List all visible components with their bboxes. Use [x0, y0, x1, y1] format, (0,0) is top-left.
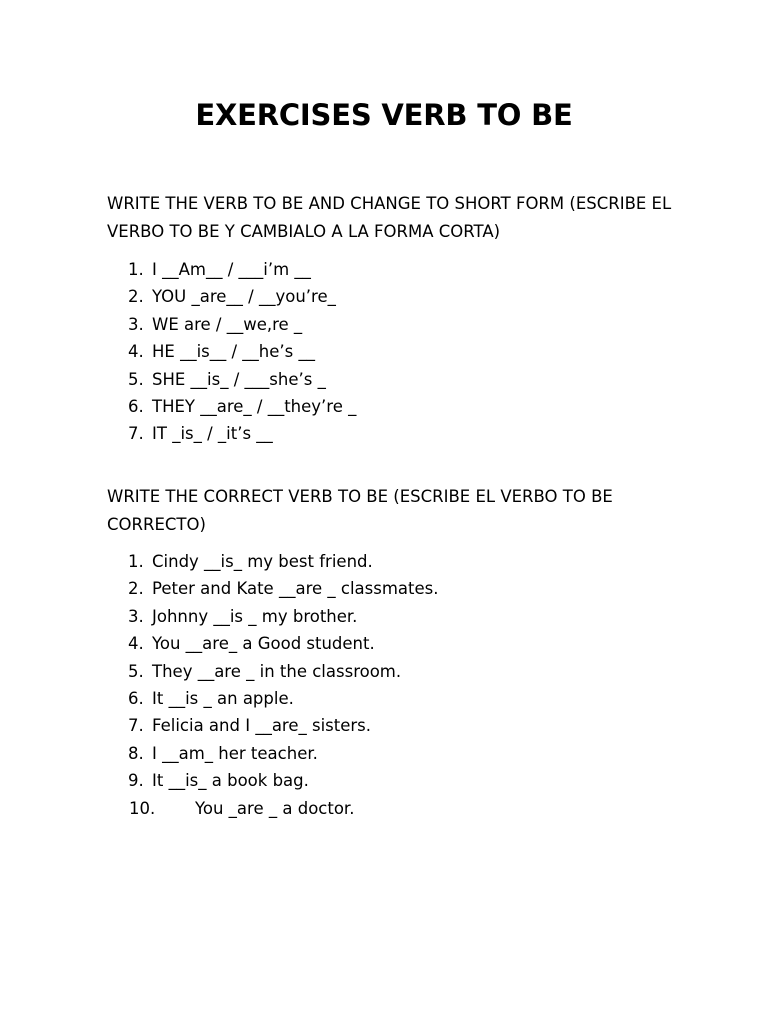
item-number: 7. — [128, 716, 144, 736]
list-item — [107, 548, 667, 575]
item-text: Felicia and I __are_ sisters. — [152, 716, 372, 736]
list-item — [107, 420, 667, 447]
list-item — [107, 740, 667, 767]
section-1-exercise-list — [107, 256, 667, 448]
list-item — [107, 366, 667, 393]
item-number: 1. — [128, 260, 144, 279]
item-number: 6. — [128, 396, 144, 416]
item-text: You __are_ a Good student. — [152, 634, 375, 654]
item-text: They __are _ in the classroom. — [152, 661, 402, 681]
item-text: It __is _ an apple. — [152, 688, 294, 708]
item-text: SHE __is_ / ___she’s _ — [152, 369, 326, 389]
item-number: 7. — [128, 424, 144, 444]
item-text: I __Am__ / ___i’m __ — [152, 260, 311, 279]
item-number: 8. — [128, 743, 144, 763]
section-1-instructions-line-2: VERBO TO BE Y CAMBIALO A LA FORMA CORTA) — [107, 222, 501, 241]
item-number: 3. — [128, 606, 144, 626]
item-text: WE are / __we,re _ — [152, 314, 303, 334]
section-2-instructions — [107, 483, 687, 539]
item-text: HE __is__ / __he’s __ — [152, 342, 316, 362]
list-item — [107, 795, 667, 822]
section-2-instructions-line-1: WRITE THE CORRECT VERB TO BE (ESCRIBE EL VERBO TO BE — [107, 487, 613, 506]
list-item — [107, 767, 667, 794]
item-number: 10. — [129, 798, 156, 818]
list-item — [107, 256, 667, 283]
list-item — [107, 658, 667, 685]
item-text: Cindy __is_ my best friend. — [152, 552, 373, 571]
section-1-instructions-line-1: WRITE THE VERB TO BE AND CHANGE TO SHORT FORM (ESCRIBE EL — [107, 194, 672, 213]
section-2-instructions-line-2: CORRECTO) — [107, 515, 206, 534]
list-item — [107, 630, 667, 657]
item-text: YOU _are__ / __you’re_ — [152, 287, 336, 307]
list-item — [107, 603, 667, 630]
item-text: IT _is_ / _it’s __ — [152, 424, 273, 444]
item-number: 5. — [128, 369, 144, 389]
page-title: EXERCISES VERB TO BE — [195, 98, 573, 132]
section-2-exercise-list — [107, 548, 667, 822]
list-item — [107, 393, 667, 420]
item-number: 2. — [128, 287, 144, 307]
item-text: It __is_ a book bag. — [152, 771, 309, 791]
item-number: 4. — [128, 634, 144, 654]
item-number: 1. — [128, 552, 144, 571]
list-item — [107, 712, 667, 739]
item-text: Peter and Kate __are _ classmates. — [152, 579, 439, 599]
item-number: 4. — [128, 342, 144, 362]
list-item — [107, 311, 667, 338]
item-number: 5. — [128, 661, 144, 681]
list-item — [107, 685, 667, 712]
item-text: THEY __are_ / __they’re _ — [152, 396, 357, 416]
list-item — [107, 283, 667, 310]
item-number: 9. — [128, 771, 144, 791]
list-item — [107, 575, 667, 602]
item-number: 3. — [128, 314, 144, 334]
item-number: 6. — [128, 688, 144, 708]
section-1-instructions — [107, 190, 687, 246]
list-item — [107, 338, 667, 365]
item-number: 2. — [128, 579, 144, 599]
item-text: Johnny __is _ my brother. — [152, 606, 358, 626]
item-text: I __am_ her teacher. — [152, 743, 318, 763]
item-text: You _are _ a doctor. — [195, 798, 355, 818]
